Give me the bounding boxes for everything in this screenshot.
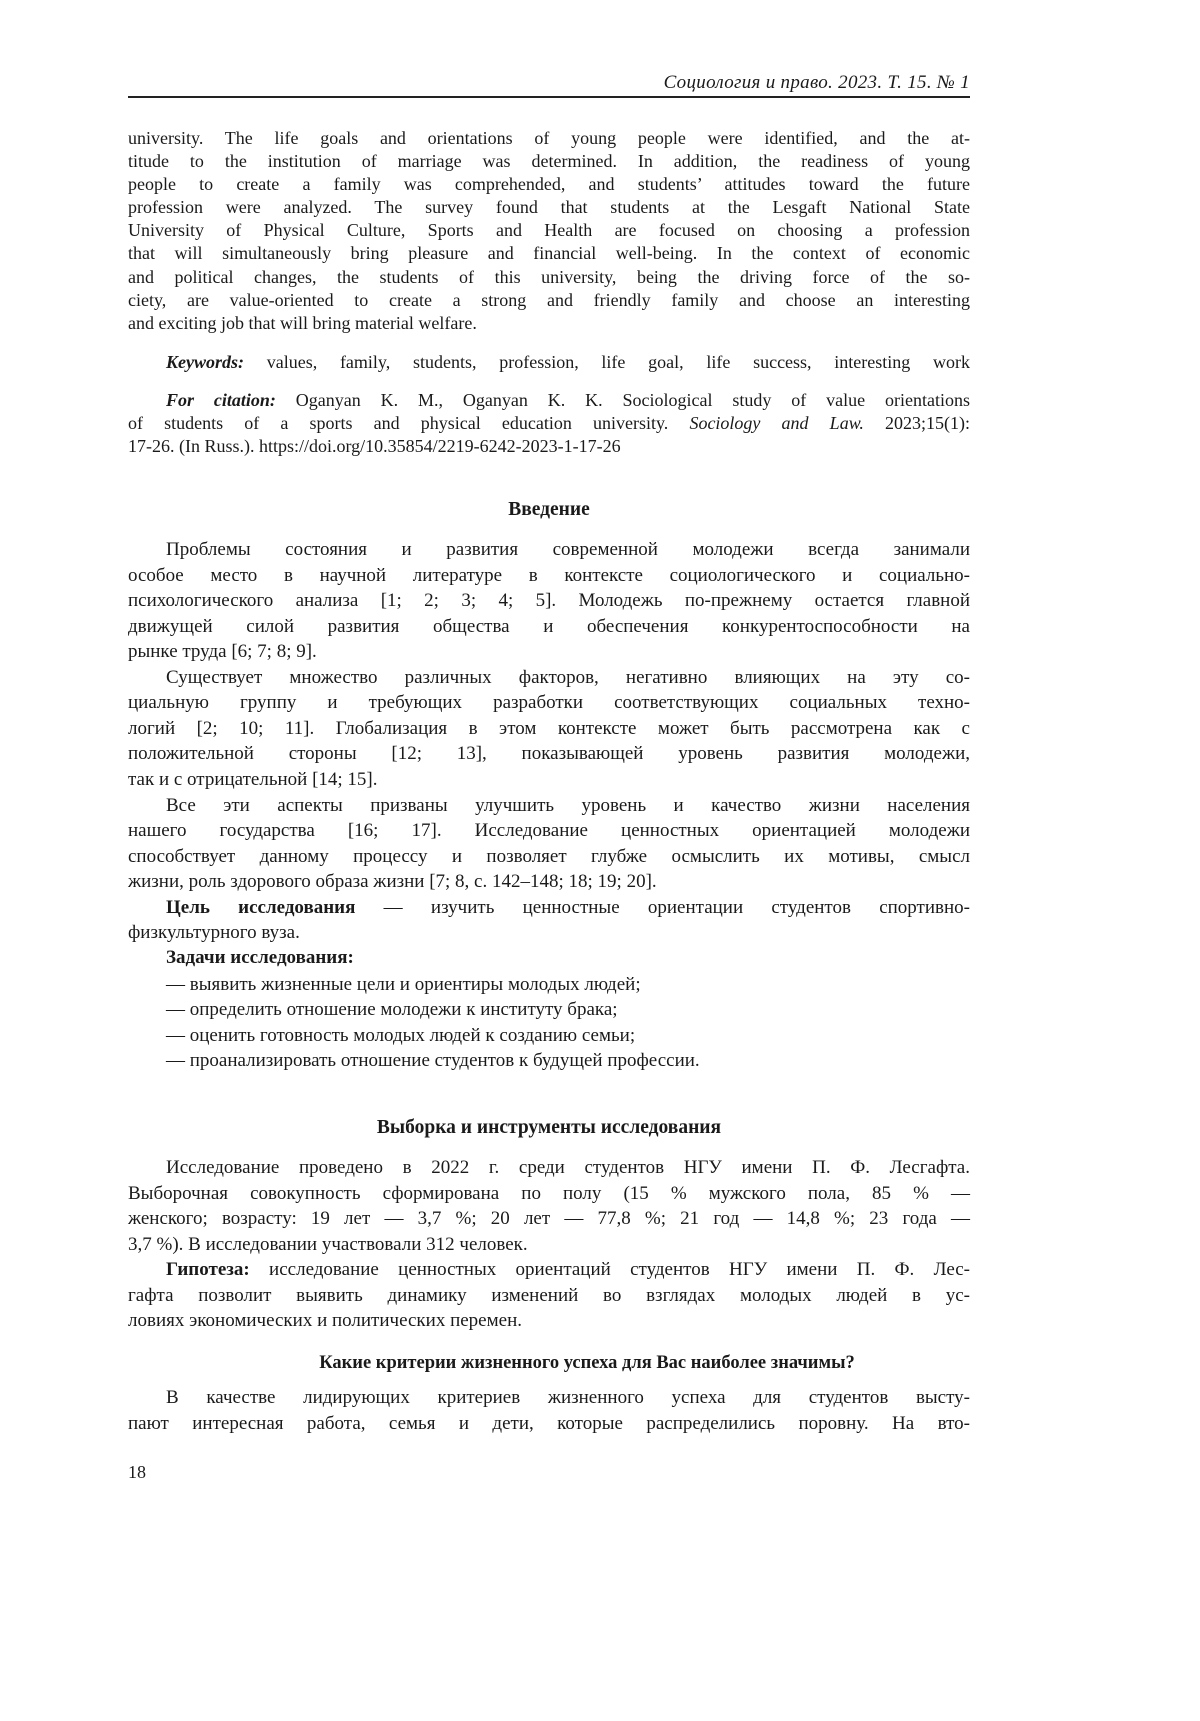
text-line: логий [2; 10; 11]. Глобализация в этом контексте может быть рассмотрена как с	[128, 717, 970, 741]
task-item: — проанализировать отношение студентов к будущей профессии.	[166, 1049, 1008, 1073]
text-line: Выборочная совокупность сформирована по полу (15 % мужского пола, 85 % —	[128, 1182, 970, 1206]
text-line: физкультурного вуза.	[128, 921, 970, 945]
text-line: психологического анализа [1; 2; 3; 4; 5]. Молодежь по-прежнему остается главной	[128, 589, 970, 613]
research-goal	[166, 896, 970, 920]
section-heading-intro: Введение	[128, 497, 970, 523]
section-heading-sample: Выборка и инструменты исследования	[128, 1115, 970, 1141]
text-line: 3,7 %). В исследовании участвовали 312 человек.	[128, 1233, 970, 1257]
abstract-line: profession were analyzed. The survey found that students at the Lesgaft National State	[128, 195, 970, 219]
goal-label: Цель исследования	[166, 897, 355, 918]
hypothesis-label: Гипотеза:	[166, 1259, 250, 1280]
keywords-text: values, family, students, profession, life goal, life success, interesting work	[244, 352, 970, 372]
citation-doi[interactable]: 17-26. (In Russ.). https://doi.org/10.35854/2219-6242-2023-1-17-26	[128, 434, 970, 458]
text-line: гафта позволит выявить динамику изменений во взглядах молодых людей в ус-	[128, 1284, 970, 1308]
text-line: ловиях экономических и политических перемен.	[128, 1309, 970, 1333]
text-line: способствует данному процессу и позволяет глубже осмыслить их мотивы, смысл	[128, 845, 970, 869]
hypothesis-text: исследование ценностных ориентаций студентов НГУ имени П. Ф. Лес-	[250, 1259, 970, 1280]
citation-text: 2023;15(1):	[864, 413, 970, 433]
abstract-line: titude to the institution of marriage was determined. In addition, the readiness of young	[128, 149, 970, 173]
task-item: — выявить жизненные цели и ориентиры молодых людей;	[166, 973, 1008, 997]
header-rule	[128, 96, 970, 98]
text-line: так и с отрицательной [14; 15].	[128, 768, 970, 792]
text-line: циальную группу и требующих разработки соответствующих социальных техно-	[128, 691, 970, 715]
abstract-line: ciety, are value-oriented to create a strong and friendly family and choose an interesting	[128, 288, 970, 312]
text-line: нашего государства [16; 17]. Исследование ценностных ориентацией молодежи	[128, 819, 970, 843]
page-number: 18	[128, 1462, 146, 1483]
keywords	[166, 350, 970, 374]
text-line: В качестве лидирующих критериев жизненного успеха для студентов высту-	[166, 1386, 970, 1410]
task-item: — оценить готовность молодых людей к созданию семьи;	[166, 1024, 1008, 1048]
citation-text: Oganyan K. M., Oganyan K. K. Sociological study of value orientations	[276, 390, 970, 410]
citation-label: For citation:	[166, 390, 276, 410]
citation-text: of students of a sports and physical education university.	[128, 413, 689, 433]
text-line: Проблемы состояния и развития современной молодежи всегда занимали	[166, 538, 970, 562]
goal-text: — изучить ценностные ориентации студентов спортивно-	[355, 897, 970, 918]
text-line: Исследование проведено в 2022 г. среди студентов НГУ имени П. Ф. Лесгафта.	[166, 1156, 970, 1180]
citation-line	[166, 388, 970, 412]
citation-line	[128, 411, 970, 435]
hypothesis	[166, 1258, 970, 1282]
text-line: пают интересная работа, семья и дети, которые распределились поровну. На вто-	[128, 1412, 970, 1436]
abstract-line: university. The life goals and orientations of young people were identified, and the at-	[128, 126, 970, 150]
keywords-label: Keywords:	[166, 352, 244, 372]
tasks-label: Задачи исследования:	[166, 946, 970, 970]
text-line: положительной стороны [12; 13], показывающей уровень развития молодежи,	[128, 742, 970, 766]
citation-journal: Sociology and Law.	[689, 413, 863, 433]
text-line: особое место в научной литературе в контексте социологического и социально-	[128, 564, 970, 588]
text-line: жизни, роль здорового образа жизни [7; 8, с. 142–148; 18; 19; 20].	[128, 870, 970, 894]
question-heading: Какие критерии жизненного успеха для Вас наиболее значимы?	[166, 1350, 1008, 1376]
text-line: Все эти аспекты призваны улучшить уровень и качество жизни населения	[166, 794, 970, 818]
text-line: движущей силой развития общества и обеспечения конкурентоспособности на	[128, 615, 970, 639]
abstract-line: people to create a family was comprehended, and students’ attitudes toward the future	[128, 172, 970, 196]
abstract-line: University of Physical Culture, Sports and Health are focused on choosing a profession	[128, 218, 970, 242]
running-header: Социология и право. 2023. Т. 15. № 1	[664, 72, 970, 94]
abstract-line: and political changes, the students of this university, being the driving force of the so-	[128, 265, 970, 289]
text-line: рынке труда [6; 7; 8; 9].	[128, 640, 970, 664]
text-line: женского; возрасту: 19 лет — 3,7 %; 20 лет — 77,8 %; 21 год — 14,8 %; 23 года —	[128, 1207, 970, 1231]
abstract-line: and exciting job that will bring material welfare.	[128, 311, 970, 335]
abstract-line: that will simultaneously bring pleasure and financial well-being. In the context of economic	[128, 241, 970, 265]
task-item: — определить отношение молодежи к институту брака;	[166, 998, 1008, 1022]
text-line: Существует множество различных факторов, негативно влияющих на эту со-	[166, 666, 970, 690]
